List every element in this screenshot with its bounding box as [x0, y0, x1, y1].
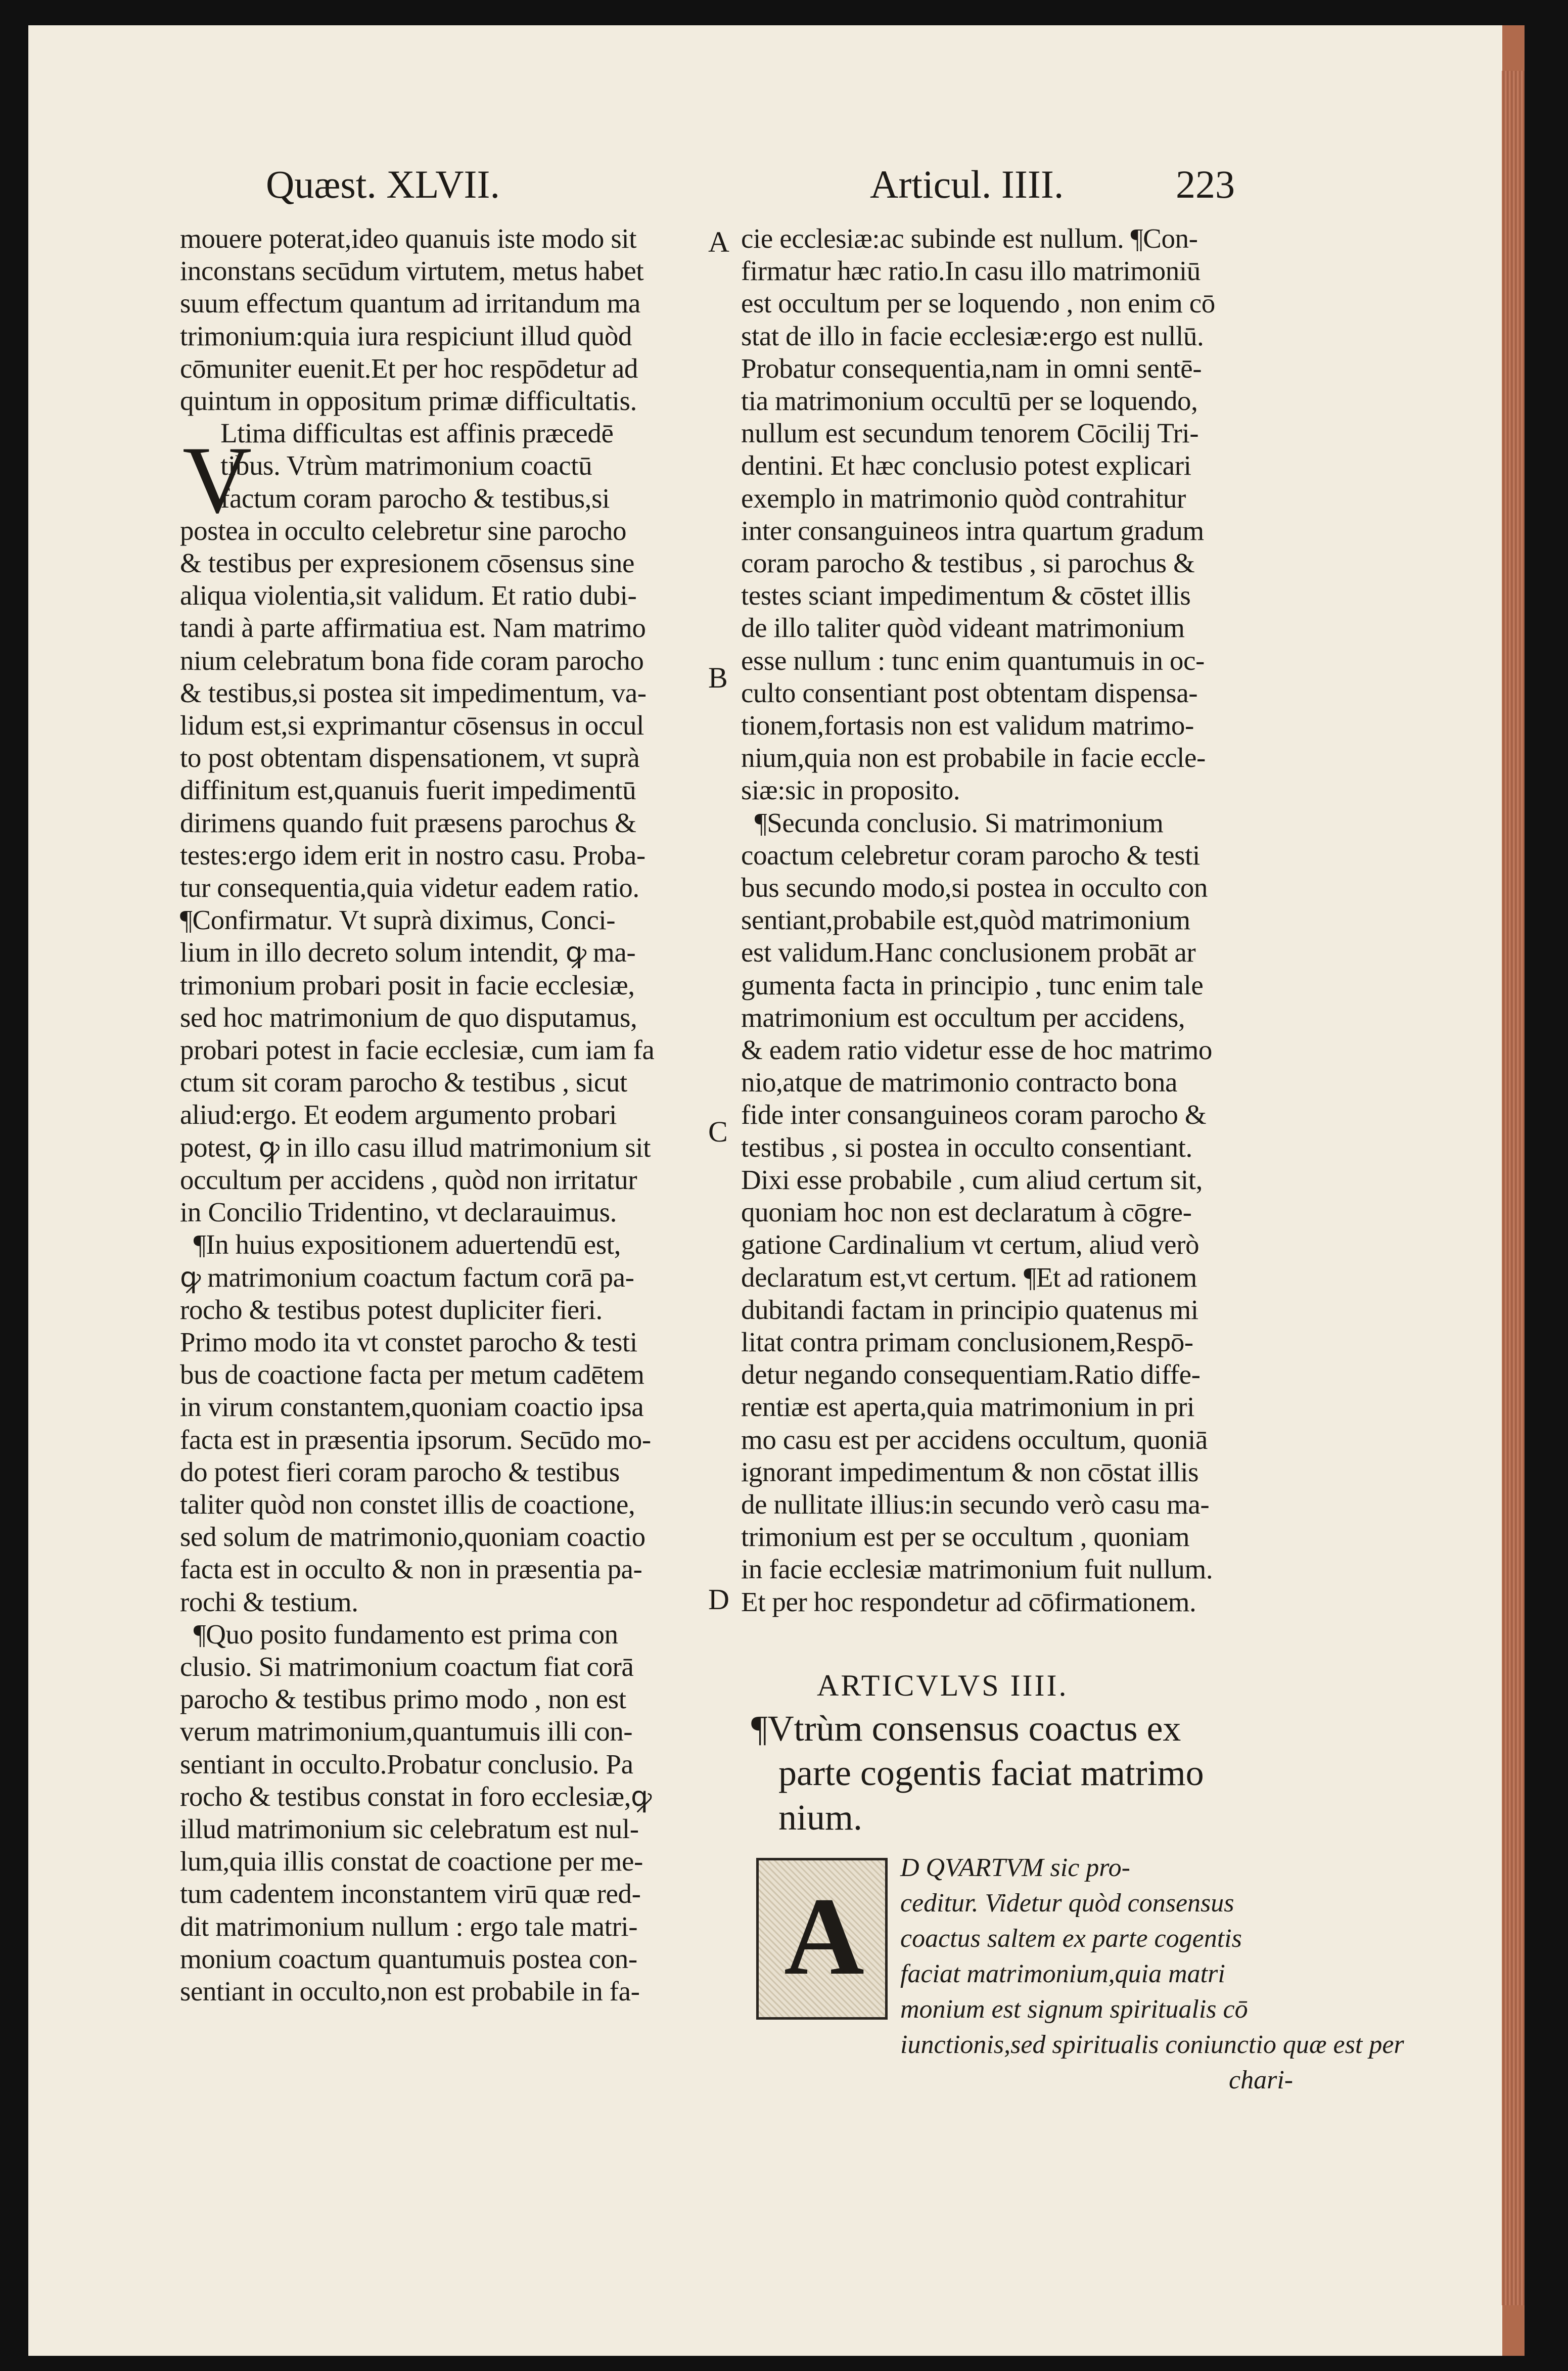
article-question: ¶Vtrùm consensus coactus ex parte cogentis faciat matrimo nium. [751, 1708, 1204, 1838]
drop-cap-v: V [182, 427, 252, 533]
decorated-initial [756, 1858, 888, 2020]
right-column-text: cie ecclesiæ:ac subinde est nullum. ¶Con- firmatur hæc ratio.In casu illo matrimoniū est occultum per se loquendo , non enim cō stat de illo in facie ecclesiæ:ergo est nullū. Probatur consequentia,nam in omni sentē- tia matrimonium occultū per se loquendo, nullum est secundum tenorem Cōcilij Tri- dentini. Et hæc conclusio potest explicari exemplo in matrimonio quòd contrahitur inter consanguineos intra quartum gradum coram parocho & testibus , si parochus & testes sciant impedimentum & cōstet illis de illo taliter quòd videant matrimonium esse nullum : tunc enim quantumuis in oc- culto consentiant post obtentam dispensa- tionem,fortasis non est validum matrimo- nium,quia non est probabile in facie eccle- siæ:sic in proposito. ¶Secunda conclusio. Si matrimonium coactum celebretur coram parocho & testi bus secundo modo,si postea in occulto con sentiant,probabile est,quòd matrimonium est validum.Hanc conclusionem probāt ar gumenta facta in principio , tunc enim tale matrimonium est occultum per accidens, & eadem ratio videtur esse de hoc matrimo nio,atque de matrimonio contracto bona fide inter consanguineos coram parocho & testibus , si postea in occulto consentiant. Dixi esse probabile , cum aliud certum sit, quoniam hoc non est declaratum à cōgre- gatione Cardinalium vt certum, aliud verò declaratum est,vt certum. ¶Et ad rationem dubitandi factam in principio quatenus mi litat contra primam conclusionem,Respō- detur negando consequentiam.Ratio diffe- rentiæ est aperta,quia matrimonium in pri mo casu est per accidens occultum, quoniā ignorant impedimentum & non cōstat illis de nullitate illius:in secundo verò casu ma- trimonium est per se occultum , quoniam in facie ecclesiæ matrimonium fuit nullum. Et per hoc respondetur ad cōfirmationem. [741, 223, 1215, 1617]
initial-letter: A [784, 1875, 864, 1998]
margin-marker-a: A [708, 225, 729, 258]
header-question: Quæst. XLVII. [266, 162, 500, 206]
margin-marker-d: D [708, 1583, 729, 1616]
article-title: ARTICVLVS IIII. [817, 1669, 1069, 1702]
page-edge [1502, 71, 1525, 2305]
margin-marker-c: C [708, 1115, 728, 1148]
margin-marker-b: B [708, 661, 728, 694]
book-page [28, 25, 1525, 2356]
left-column-text: mouere poterat,ideo quanuis iste modo sit inconstans secūdum virtutem, metus habet suum effectum quantum ad irritandum ma trimonium:quia iura respiciunt illud quòd cōmuniter euenit.Et per hoc respōdetur ad quintum in oppositum primæ difficultatis. Ltima difficultas est affinis præcedē tibus. Vtrùm matrimonium coactū factum coram parocho & testibus,si postea in occulto celebretur sine parocho & testibus per expresionem cōsensus sine aliqua violentia,sit validum. Et ratio dubi- tandi à parte affirmatiua est. Nam matrimo nium celebratum bona fide coram parocho & testibus,si postea sit impedimentum, va- lidum est,si exprimantur cōsensus in occul to post obtentam dispensationem, vt suprà diffinitum est,quanuis fuerit impedimentū dirimens quando fuit præsens parochus & testes:ergo idem erit in nostro casu. Proba- tur consequentia,quia videtur eadem ratio. ¶Confirmatur. Vt suprà diximus, Conci- lium in illo decreto solum intendit, ꝙ ma- trimonium probari posit in facie ecclesiæ, sed hoc matrimonium de quo disputamus, probari potest in facie ecclesiæ, cum iam fa ctum sit coram parocho & testibus , sicut aliud:ergo. Et eodem argumento probari potest, ꝙ in illo casu illud matrimonium sit occultum per accidens , quòd non irritatur in Concilio Tridentino, vt declarauimus. ¶In huius expositionem aduertendū est, ꝙ matrimonium coactum factum corā pa- rocho & testibus potest dupliciter fieri. Primo modo ita vt constet parocho & testi bus de coactione facta per metum cadētem in virum constantem,quoniam coactio ipsa facta est in præsentia ipsorum. Secūdo mo- do potest fieri coram parocho & testibus taliter quòd non constet illis de coactione, sed solum de matrimonio,quoniam coactio facta est in occulto & non in præsentia pa- rochi & testium. ¶Quo posito fundamento est prima con clusio. Si matrimonium coactum fiat corā parocho & testibus primo modo , non est verum matrimonium,quantumuis illi con- sentiant in occulto.Probatur conclusio. Pa rocho & testibus constat in foro ecclesiæ,ꝙ illud matrimonium sic celebratum est nul- lum,quia illis constat de coactione per me- tum cadentem inconstantem virū quæ red- dit matrimonium nullum : ergo tale matri- monium coactum quantumuis postea con- sentiant in occulto,non est probabile in fa- [180, 223, 655, 2007]
header-article: Articul. IIII. [870, 162, 1064, 206]
page-number: 223 [1176, 162, 1235, 206]
article-italic-text: D QVARTVM sic pro- ceditur. Videtur quòd consensus coactus saltem ex parte cogentis faciat matrimonium,quia matri monium est signum spiritualis cō iunctionis,sed spiritualis coniunctio quæ est per chari- [900, 1853, 1404, 2094]
